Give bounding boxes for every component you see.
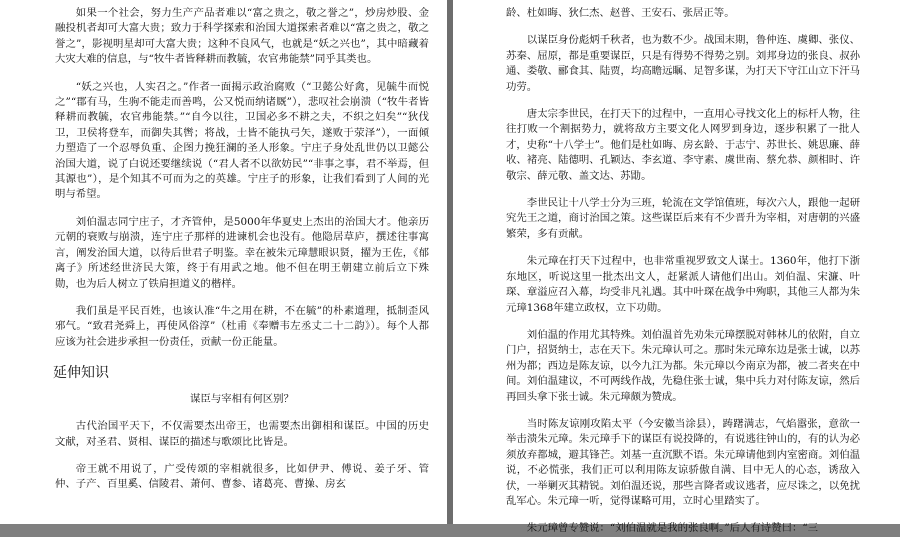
body-paragraph: 刘伯温志同宁庄子，才齐管仲，是5000年华夏史上杰出的治国大才。他亲历元朝的衰败与崩溃，连宁庄子那样的进谏机会也没有。他隐居草庐，撰述往事寓言，阐发治国大道，以待后世君子明鉴。幸在被朱元璋慧眼识贤，擢为王佐，《郁离子》所述经世济民大策，终于有用武之地。他不但在明王朝建立前后立下殊勋，也为后人树立了铁肩担道义的楷样。 [55,215,429,290]
left-page [0,0,447,524]
body-paragraph: 朱元璋在打天下过程中，也非常重视罗致文人谋士。1360年，他打下浙东地区，听说这里一批杰出文人，赶紧派人请他们出山。刘伯温、宋濂、叶琛、章溢应召入幕，均受非凡礼遇。其中叶琛在战争中殉职，其他三人都为朱元璋1368年建立政权，立下功勋。 [506,255,860,314]
body-paragraph: 我们虽是平民百姓，也该认准“牛之用在耕，不在毓”的朴素道理，抵制歪风邪气。“致君尧舜上，再使风俗淳”（杜甫《奉赠韦左丞丈二十二韵》）。每个人都应该为社会进步承担一份责任，贡献一份正能量。 [55,304,429,348]
body-paragraph: 李世民让十八学士分为三班，轮流在文学馆值班，每次六人，跟他一起研究先王之道，商讨治国之策。这些谋臣后来有不少晋升为宰相，对唐朝的兴盛繁荣，多有贡献。 [506,197,860,240]
right-page [453,0,900,535]
section-title: 延伸知识 [53,365,109,382]
body-paragraph: 朱元璋曾专赞说：“刘伯温就是我的张良啊。”后人有诗赞曰：“三 [526,522,819,535]
subheading: 谋臣与宰相有何区别？ [190,393,294,406]
body-paragraph: 古代治国平天下，不仅需要杰出帝王，也需要杰出御相和谋臣。中国的历史文献，对圣君、贤相、谋臣的描述与歌颂比比皆是。 [55,420,429,448]
body-paragraph: 以谋臣身份彪炳千秋者，也为数不少。战国末期，鲁仲连、虞卿、张仪、苏秦、屈原，都是重要谋臣，只是有得势不得势之别。刘邦身边的张良、叔孙通、娄敬、郦食其、陆贾，均高瞻远瞩、足智多谋，为打天下守江山立下汗马功劳。 [506,34,860,93]
body-paragraph: 帝王就不用说了，广受传颂的宰相就很多，比如伊尹、傅说、姜子牙、管仲、子产、百里奚、信陵君、萧何、曹参、诸葛亮、曹操、房玄 [55,462,429,491]
body-paragraph: 刘伯温的作用尤其特殊。刘伯温首先劝朱元璋摆脱对韩林儿的依附，自立门户，招贤纳士，志在天下。朱元璋认可之。那时朱元璋东边是张士诚，以苏州为都；西边是陈友谅，以今九江为都。朱元璋以今南京为都，被二者夹在中间。刘伯温建议，不可两线作战，先稳住张士诚，集中兵力对付陈友谅，然后再回头拿下张士诚。朱元璋颇为赞成。 [506,328,860,403]
body-paragraph: “妖之兴也，人实召之。”作者一面揭示政治腐败（“卫懿公好禽，见毓牛而悦之”“郡有马，生驹不能走而善鸣，公又悦而纳诸厩”），悲叹社会崩溃（“牧牛者皆释耕而教毓，农官弗能禁。”“自今以往，卫国必多不耕之夫，不织之妇矣”“狄伐卫，卫侯将登车，而御失其辔；将战，士皆不能执弓矢，遂败于荥泽”），一面倾力塑造了一个忍辱负重、企图力挽狂澜的圣人形象。宁庄子身处乱世仍以卫懿公治国大道，说了白说还要继续说（“君人者不以欲妨民”“非事之事，君不举焉，但其源也”），是个知其不可而为之的英雄。宁庄子的形象，让我们看到了人间的光明与希望。 [55,80,429,201]
body-paragraph: 当时陈友谅刚攻陷太平（今安徽当涂县），踌躇满志，气焰嚣张，意欲一举击溃朱元璋。朱元璋手下的谋臣有说投降的，有说逃往钟山的，有的认为必须放弃都城，避其锋芒。刘基一直沉默不语。朱元璋请他到内室密商。刘伯温说，不必慌张，我们正可以利用陈友谅骄傲自满、目中无人的心态，诱敌入伏，一举剿灭其精锐。刘伯温还说，那些言降者或议逃者，应尽诛之，以免扰乱军心。朱元璋一听，觉得谋略可用，立时心里踏实了。 [506,417,860,507]
body-paragraph: 如果一个社会，努力生产产品者难以“富之贵之，敬之誉之”，炒房炒股、金融投机者却可大富大贵；致力于科学探索和治国大道探索者难以“富之贵之，敬之誉之”，影视明星却可大富大贵；这种不良风气，也就是“妖之兴也”，其中暗藏着大灾大难的信息，与“牧牛者皆释耕而教毓，农官弗能禁”同乎其类也。 [55,7,429,66]
continued-paragraph: 龄、杜如晦、狄仁杰、赵普、王安石、张居正等。 [506,7,735,19]
body-paragraph: 唐太宗李世民，在打天下的过程中，一直用心寻找文化上的标杆人物，往往打败一个割据势力，就将敌方主要文化人网罗到身边，逐步积累了一批人才，史称“十八学士”。他们是杜如晦、房玄龄、于志宁、苏世长、姚思廉、薛收、褚亮、陆德明、孔颖达、李玄道、李守素、虞世南、蔡允恭、颜相时、许敬宗、薛元敬、盖文达、苏勖。 [506,108,860,182]
